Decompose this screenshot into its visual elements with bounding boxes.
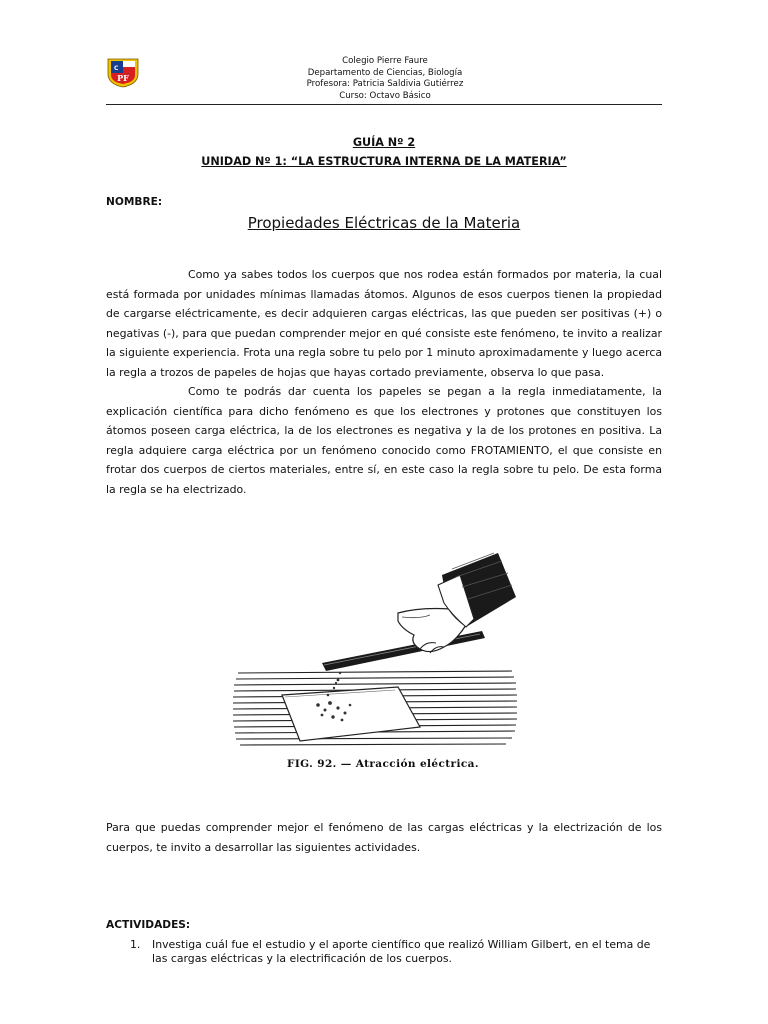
paragraph: Como te podrás dar cuenta los papeles se pegan a la regla inmediatamente, la explicación científica para dicho fenómeno es que los electrones y protones que constituyen los átomos poseen carga eléctrica, la de los electrones es negativa y la de los protones en positiva. La regla adquiere carga eléctrica por un fenómeno conocido como FROTAMIENTO, el que consiste en frotar dos cuerpos de ciertos materiales, entre sí, en este caso la regla sobre tu pelo. De esta forma la regla se ha electrizado. [106,385,662,496]
activities-label: ACTIVIDADES: [106,919,191,931]
paragraph: Como ya sabes todos los cuerpos que nos rodea están formados por materia, la cual está formada por unidades mínimas llamadas átomos. Algunos de esos cuerpos tienen la propiedad de cargarse eléctricamente, es decir adquieren cargas eléctricas, las que pueden ser positivas (+) o negativas (-), para que puedan comprender mejor en qué consiste este fenómeno, te invito a realizar la siguiente experiencia. Frota una regla sobre tu pelo por 1 minuto aproximadamente y luego acerca la regla a trozos de papeles de hojas que hayas cortado previamente, observa lo que pasa. [106,268,662,379]
list-item [130,938,662,965]
course-name: Curso: Octavo Básico [339,90,431,101]
list-item-number: 1. [130,938,141,951]
intro-text: Para que puedas comprender mejor el fenómeno de las cargas eléctricas y la electrización de los cuerpos, te invito a desarrollar las siguientes actividades. [106,821,662,854]
name-label: NOMBRE: [106,196,163,208]
department-name: Departamento de Ciencias, Biología [307,67,463,78]
activities-list [130,938,662,965]
unit-title: UNIDAD Nº 1: “LA ESTRUCTURA INTERNA DE LA MATERIA” [201,155,567,168]
list-item-text: Investiga cuál fue el estudio y el aporte científico que realizó William Gilbert, en el tema de las cargas eléctricas y la electrificación de los cuerpos. [152,938,651,965]
school-crest-icon [106,58,140,88]
electric-attraction-illustration [230,545,518,775]
figure-caption: FIG. 92. — Atracción eléctrica. [287,758,479,770]
body-text [106,265,662,499]
svg-text:PF: PF [117,73,129,83]
teacher-name: Profesora: Patricia Saldivia Gutiérrez [306,79,464,89]
school-name: Colegio Pierre Faure [342,56,428,66]
header-divider [106,104,662,105]
guide-title: GUÍA Nº 2 [352,136,416,149]
document-title: Propiedades Eléctricas de la Materia [247,214,521,232]
document-header [150,56,620,102]
svg-text:C: C [114,65,119,72]
